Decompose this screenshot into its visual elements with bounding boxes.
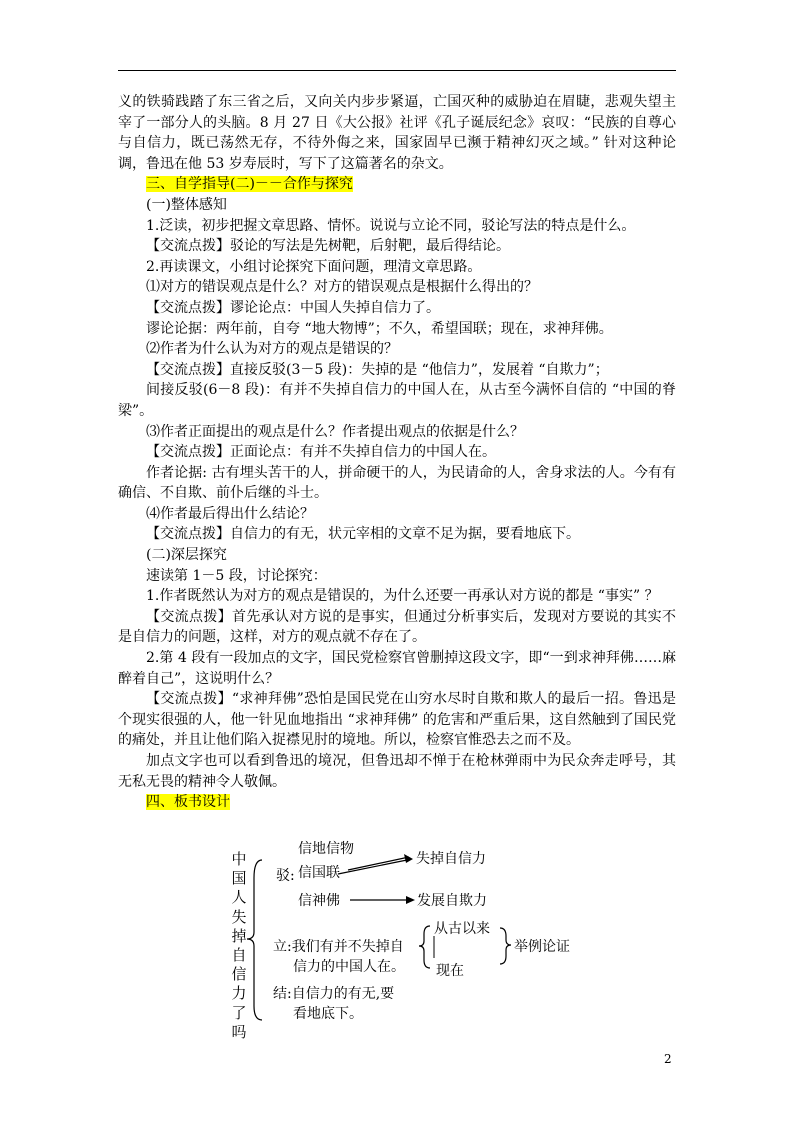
arrow-line bbox=[338, 860, 407, 874]
paragraph-text: 2.再读课文，小组讨论探究下面问题，理清文章思路。 bbox=[146, 258, 482, 275]
paragraph-text: 四、板书设计 bbox=[146, 794, 230, 811]
paragraph-text: 加点文字也可以看到鲁迅的境况，但鲁迅却不惮于在枪林弹雨中为民众奔走呼号，其无私无畏的精神令人敬佩。 bbox=[118, 753, 676, 790]
paragraph-text: 1.作者既然认为对方的观点是错误的，为什么还要一再承认对方说的都是 “事实” ？ bbox=[146, 588, 659, 605]
paragraph-text: (二)深层探究 bbox=[146, 547, 227, 564]
arrow-line bbox=[348, 857, 409, 870]
bo-item-3: 信神佛 bbox=[298, 893, 340, 909]
paragraph-text: 1.泛读，初步把握文章思路、情怀。说说与立论不同，驳论写法的特点是什么。 bbox=[146, 217, 636, 234]
result-brace bbox=[500, 928, 511, 964]
paragraph-text: 【交流点拨】正面论点：有并不失掉自信力的中国人在。 bbox=[146, 444, 496, 461]
paragraph bbox=[118, 380, 676, 421]
li-result: 举例论证 bbox=[514, 939, 570, 955]
paragraph-text: (一)整体感知 bbox=[146, 196, 227, 213]
document-body bbox=[118, 92, 676, 813]
paragraph bbox=[118, 648, 676, 689]
paragraph bbox=[118, 607, 676, 648]
paragraph-text: 【交流点拨】自信力的有无，状元宰相的文章不足为据，要看地底下。 bbox=[146, 526, 580, 543]
paragraph-text: 速读第 1－5 段，讨论探究： bbox=[146, 567, 327, 584]
section-heading bbox=[118, 792, 676, 813]
li-branch-1: 从古以来 bbox=[434, 921, 490, 937]
bo-item-2: 信国联 bbox=[298, 865, 340, 881]
paragraph-text: 三、自学指导(二)－－合作与探究 bbox=[146, 176, 353, 193]
paragraph-text: 【交流点拨】驳论的写法是先树靶，后射靶，最后得结论。 bbox=[146, 238, 510, 255]
paragraph bbox=[118, 689, 676, 751]
paragraph bbox=[118, 524, 676, 545]
bo-label: 驳: bbox=[276, 868, 295, 884]
paragraph bbox=[118, 504, 676, 525]
board-design-diagram bbox=[226, 838, 606, 1041]
paragraph bbox=[118, 566, 676, 587]
paragraph bbox=[118, 277, 676, 298]
bo-result-1: 失掉自信力 bbox=[416, 851, 486, 867]
paragraph-text: ⑴对方的错误观点是什么？对方的错误观点是根据什么得出的？ bbox=[146, 279, 538, 296]
li-line-2: 信力的中国人在。 bbox=[293, 959, 405, 975]
paragraph-text: 【交流点拨】直接反驳(3－5 段)：失掉的是 “他信力”，发展着 “自欺力”； bbox=[146, 361, 609, 378]
paragraph bbox=[118, 298, 676, 319]
paragraph-text: 【交流点拨】首先承认对方说的是事实，但通过分析事实后，发现对方要说的其实不是自信力的问题，这样，对方的观点就不存在了。 bbox=[118, 608, 676, 646]
paragraph bbox=[118, 195, 676, 216]
paragraph bbox=[118, 92, 676, 174]
paragraph-text: 【交流点拨】谬论论点：中国人失掉自信力了。 bbox=[146, 299, 440, 316]
paragraph bbox=[118, 586, 676, 607]
paragraph bbox=[118, 545, 676, 566]
paragraph bbox=[118, 422, 676, 443]
paragraph bbox=[118, 216, 676, 237]
paragraph-text: 作者论据: 古有埋头苦干的人，拼命硬干的人，为民请命的人，舍身求法的人。今有有确信、不自欺、前仆后继的斗士。 bbox=[118, 464, 676, 502]
paragraph-text: ⑶作者正面提出的观点是什么？作者提出观点的依据是什么？ bbox=[146, 423, 524, 440]
paragraph-text: ⑷作者最后得出什么结论？ bbox=[146, 505, 314, 522]
section-heading bbox=[118, 174, 676, 195]
paragraph bbox=[118, 236, 676, 257]
sub-brace bbox=[419, 926, 430, 968]
li-branch-2: 现在 bbox=[436, 963, 464, 979]
header-rule bbox=[118, 70, 676, 71]
arrow-head bbox=[406, 896, 415, 904]
paragraph bbox=[118, 339, 676, 360]
paragraph bbox=[118, 463, 676, 504]
paragraph-text: ⑵作者为什么认为对方的观点是错误的？ bbox=[146, 341, 398, 358]
paragraph-text: 谬论论据：两年前，自夸 “地大物博”；不久，希望国联；现在，求神拜佛。 bbox=[146, 320, 613, 337]
li-line-1: 立:我们有并不失掉自 bbox=[273, 939, 404, 955]
paragraph-text: 间接反驳(6－8 段)：有并不失掉自信力的中国人在，从古至今满怀自信的 “中国的脊梁”。 bbox=[118, 382, 676, 419]
paragraph-text: 【交流点拨】“求神拜佛”恐怕是国民党在山穷水尽时自欺和欺人的最后一招。鲁迅是个现实很强的人，他一针见血地指出 “求神拜佛” 的危害和严重后果，这自然触到了国民党的痛处，并且让他们陷入捉襟见肘的境地。所以，检察官惟恐去之而不及。 bbox=[118, 691, 676, 749]
paragraph-text: 2.第 4 段有一段加点的文字，国民党检察官曾删掉这段文字，即“一到求神拜佛……麻醉着自己”，这说明什么？ bbox=[118, 650, 676, 687]
bo-result-2: 发展自欺力 bbox=[417, 893, 487, 909]
board-vertical-title: 中国人失掉自信力了吗 bbox=[231, 850, 247, 1041]
paragraph bbox=[118, 257, 676, 278]
arrow-head bbox=[404, 854, 413, 863]
jie-line-2: 看地底下。 bbox=[293, 1006, 363, 1022]
paragraph bbox=[118, 442, 676, 463]
bo-item-1: 信地信物 bbox=[298, 841, 354, 857]
paragraph bbox=[118, 751, 676, 792]
jie-line-1: 结:自信力的有无,要 bbox=[273, 986, 395, 1002]
page-number: 2 bbox=[664, 1052, 672, 1066]
paragraph-text: 义的铁骑践踏了东三省之后，又向关内步步紧逼，亡国灭种的威胁迫在眉睫，悲观失望主宰了一部分人的头脑。8 月 27 日《大公报》社评《孔子诞辰纪念》哀叹：“民族的自尊心与自信力，既已荡然无存，不待外侮之来，国家固早已濒于精神幻灭之域。” 针对这种论调，鲁迅在他 53 岁寿辰时，写下了这篇著名的杂文。 bbox=[118, 94, 676, 172]
main-brace bbox=[247, 860, 262, 1020]
paragraph bbox=[118, 319, 676, 340]
paragraph bbox=[118, 360, 676, 381]
